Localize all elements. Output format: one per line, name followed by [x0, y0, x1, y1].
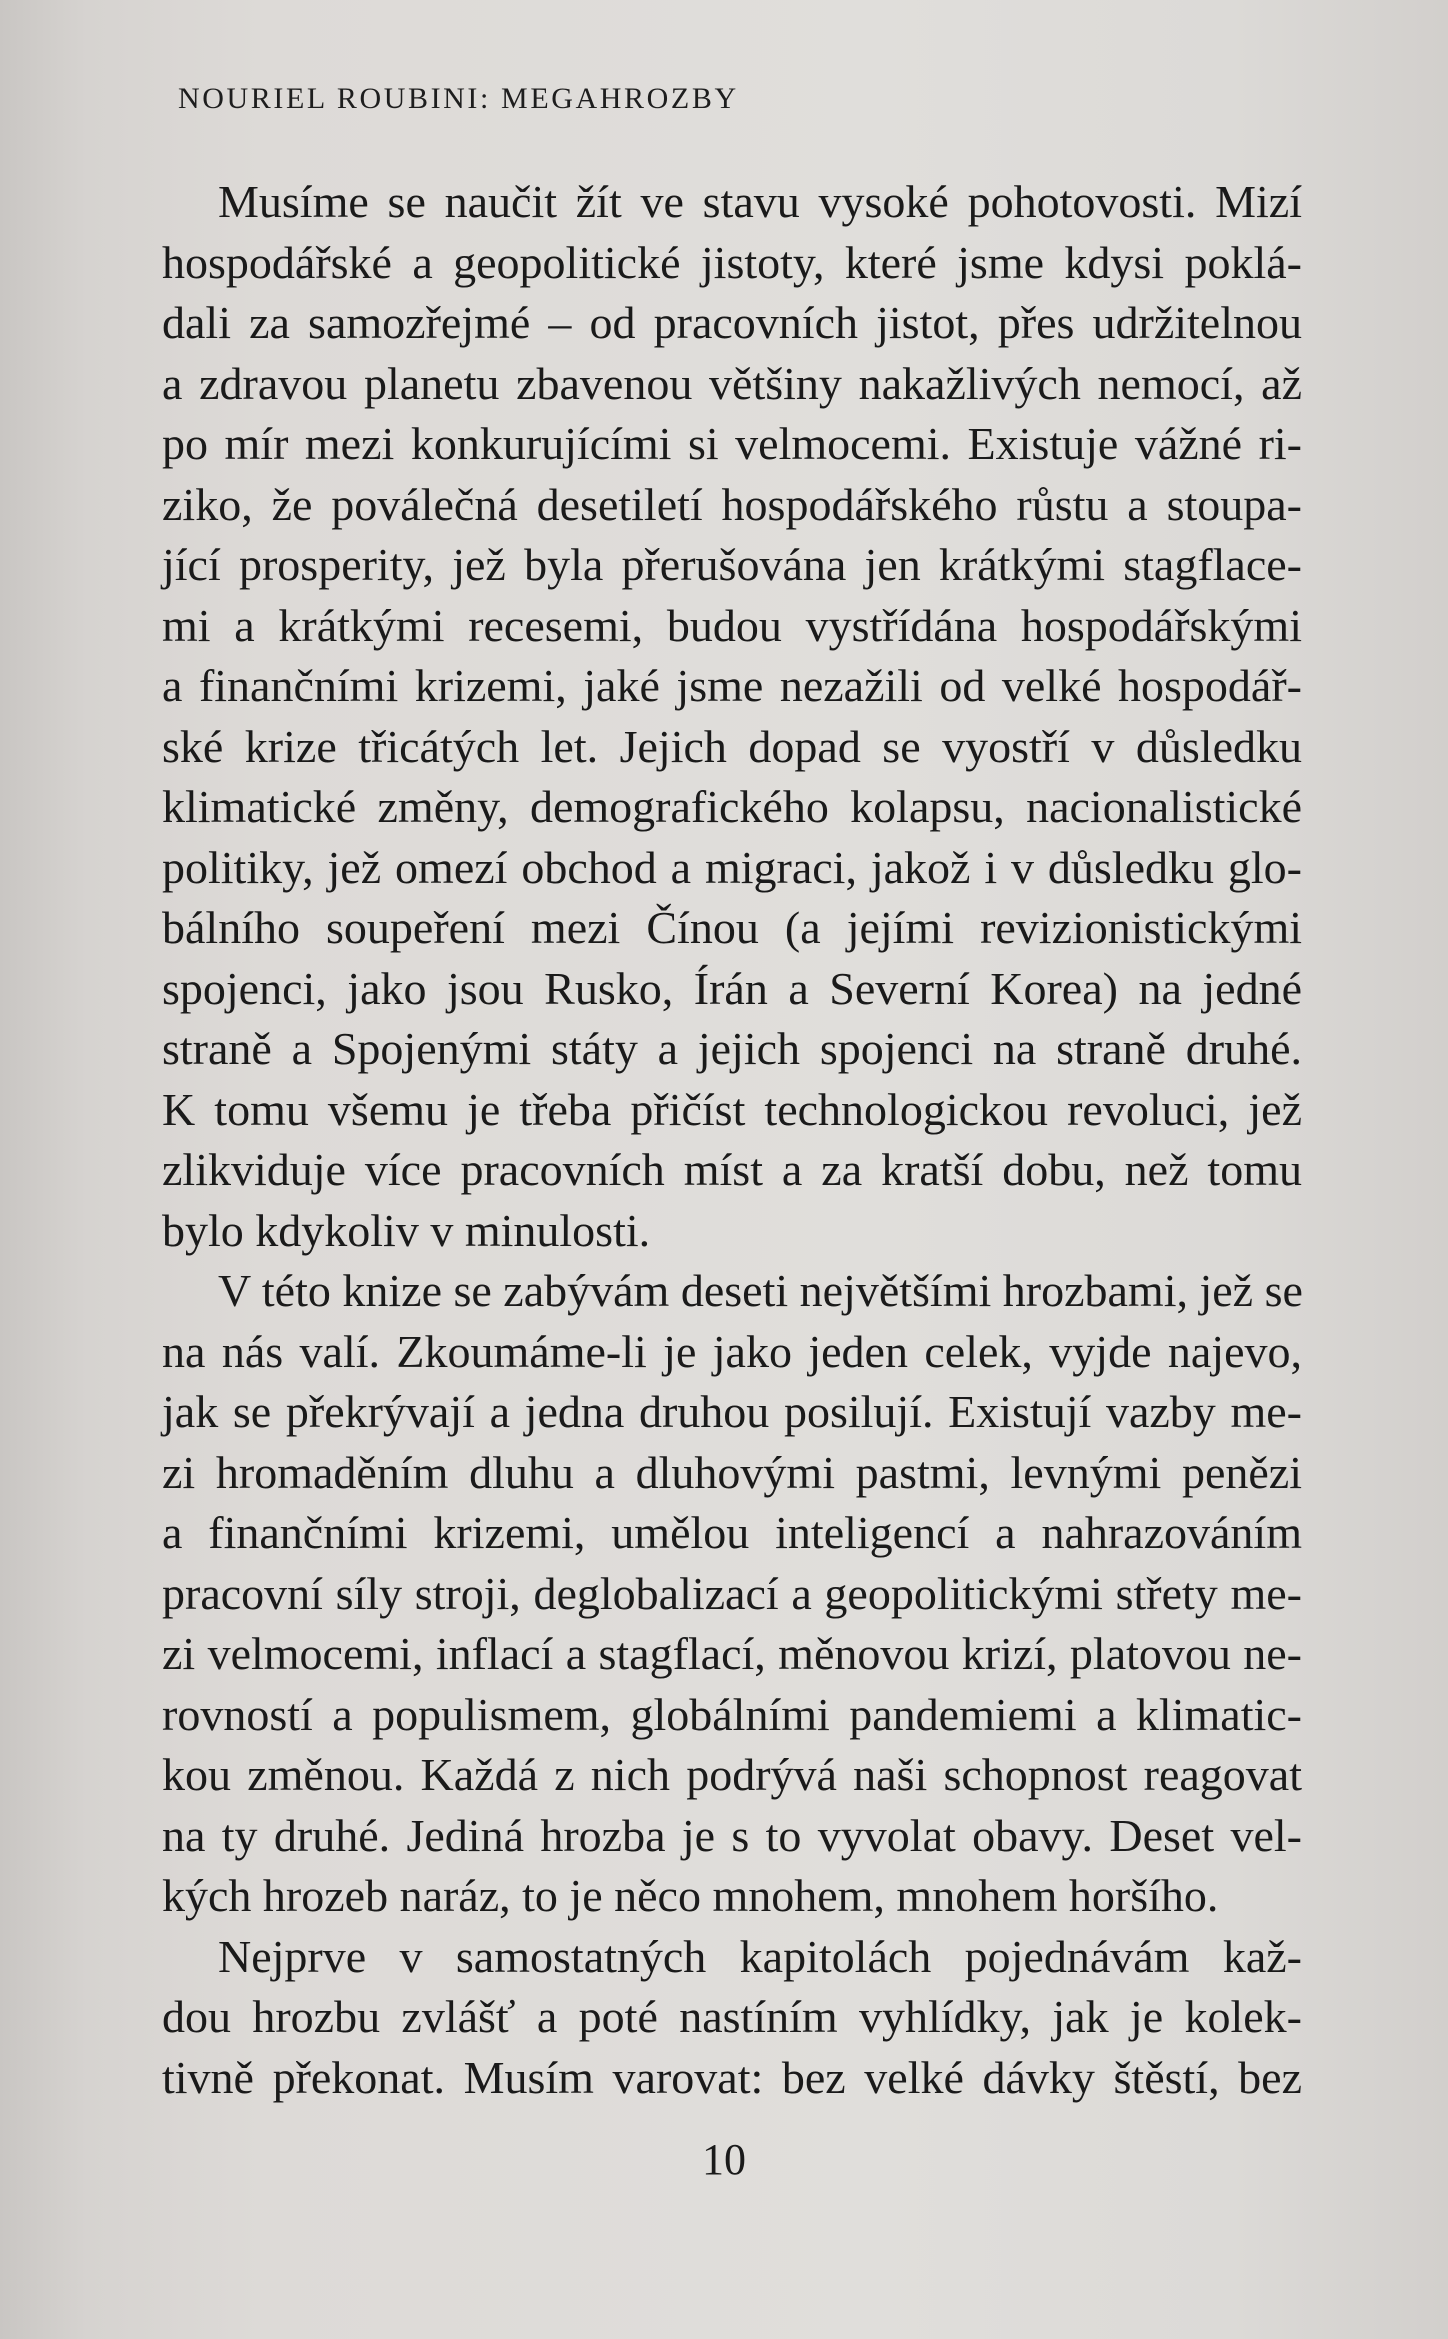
text-line: na nás valí. Zkoumáme-li je jako jeden celek, vyjde najevo,: [162, 1325, 1302, 1377]
text-line: a zdravou planetu zbavenou většiny nakažlivých nemocí, až: [162, 357, 1302, 409]
text-line: bylo kdykoliv v minulosti.: [162, 1204, 651, 1256]
page-number: 10: [702, 2135, 746, 2184]
text-line: K tomu všemu je třeba přičíst technologickou revoluci, jež: [162, 1083, 1302, 1135]
text-line: tivně překonat. Musím varovat: bez velké dávky štěstí, bez: [162, 2051, 1302, 2103]
text-line: jící prosperity, jež byla přerušována jen krátkými stagflace-: [162, 539, 1302, 590]
text-line: pracovní síly stroji, deglobalizací a geopolitickými střety me-: [162, 1567, 1302, 1619]
text-line: bálního soupeření mezi Čínou (a jejími revizionistickými: [162, 902, 1302, 953]
text-line: spojenci, jako jsou Rusko, Írán a Severní Korea) na jedné: [162, 962, 1302, 1014]
text-line: V této knize se zabývám deseti největšími hrozbami, jež se: [218, 1265, 1303, 1316]
text-line: kých hrozeb naráz, to je něco mnohem, mnohem horšího.: [162, 1870, 1219, 1921]
text-line: kou změnou. Každá z nich podrývá naši schopnost reagovat: [162, 1749, 1302, 1800]
text-line: ské krize třicátých let. Jejich dopad se vyostří v důsledku: [162, 720, 1302, 772]
paragraph-3: [162, 1927, 1302, 2109]
text-line: zlikviduje více pracovních míst a za kratší dobu, než tomu: [162, 1144, 1302, 1195]
text-line: klimatické změny, demografického kolapsu, nacionalistické: [162, 781, 1302, 832]
text-line: straně a Spojenými státy a jejich spojenci na straně druhé.: [162, 1023, 1302, 1074]
text-line: na ty druhé. Jediná hrozba je s to vyvolat obavy. Deset vel-: [162, 1809, 1302, 1861]
paragraph-1: [162, 172, 1302, 1261]
text-line: rovností a populismem, globálními pandemiemi a klimatic-: [162, 1688, 1302, 1740]
paragraph-2: [162, 1261, 1302, 1927]
text-line: ziko, že poválečná desetiletí hospodářského růstu a stoupa-: [162, 478, 1302, 530]
running-head: NOURIEL ROUBINI: MEGAHROZBY: [178, 82, 739, 115]
text-line: po mír mezi konkurujícími si velmocemi. Existuje vážné ri-: [162, 418, 1302, 469]
text-line: jak se překrývají a jedna druhou posilují. Existují vazby me-: [162, 1386, 1302, 1437]
text-line: a finančními krizemi, jaké jsme nezažili od velké hospodář-: [162, 660, 1302, 711]
text-line: Musíme se naučit žít ve stavu vysoké pohotovosti. Mizí: [218, 176, 1302, 227]
text-line: dali za samozřejmé – od pracovních jistot, přes udržitelnou: [162, 297, 1302, 348]
text-line: politiky, jež omezí obchod a migraci, jakož i v důsledku glo-: [162, 841, 1302, 893]
text-line: zi hromaděním dluhu a dluhovými pastmi, levnými penězi: [162, 1446, 1302, 1498]
text-line: mi a krátkými recesemi, budou vystřídána hospodářskými: [162, 599, 1302, 651]
body-text: [162, 172, 1302, 2108]
text-line: a finančními krizemi, umělou inteligencí a nahrazováním: [162, 1507, 1302, 1558]
text-line: hospodářské a geopolitické jistoty, které jsme kdysi poklá-: [162, 236, 1302, 288]
text-line: zi velmocemi, inflací a stagflací, měnovou krizí, platovou ne-: [162, 1628, 1302, 1679]
text-line: dou hrozbu zvlášť a poté nastíním vyhlídky, jak je kolek-: [162, 1991, 1302, 2042]
text-line: Nejprve v samostatných kapitolách pojednávám kaž-: [218, 1930, 1302, 1982]
